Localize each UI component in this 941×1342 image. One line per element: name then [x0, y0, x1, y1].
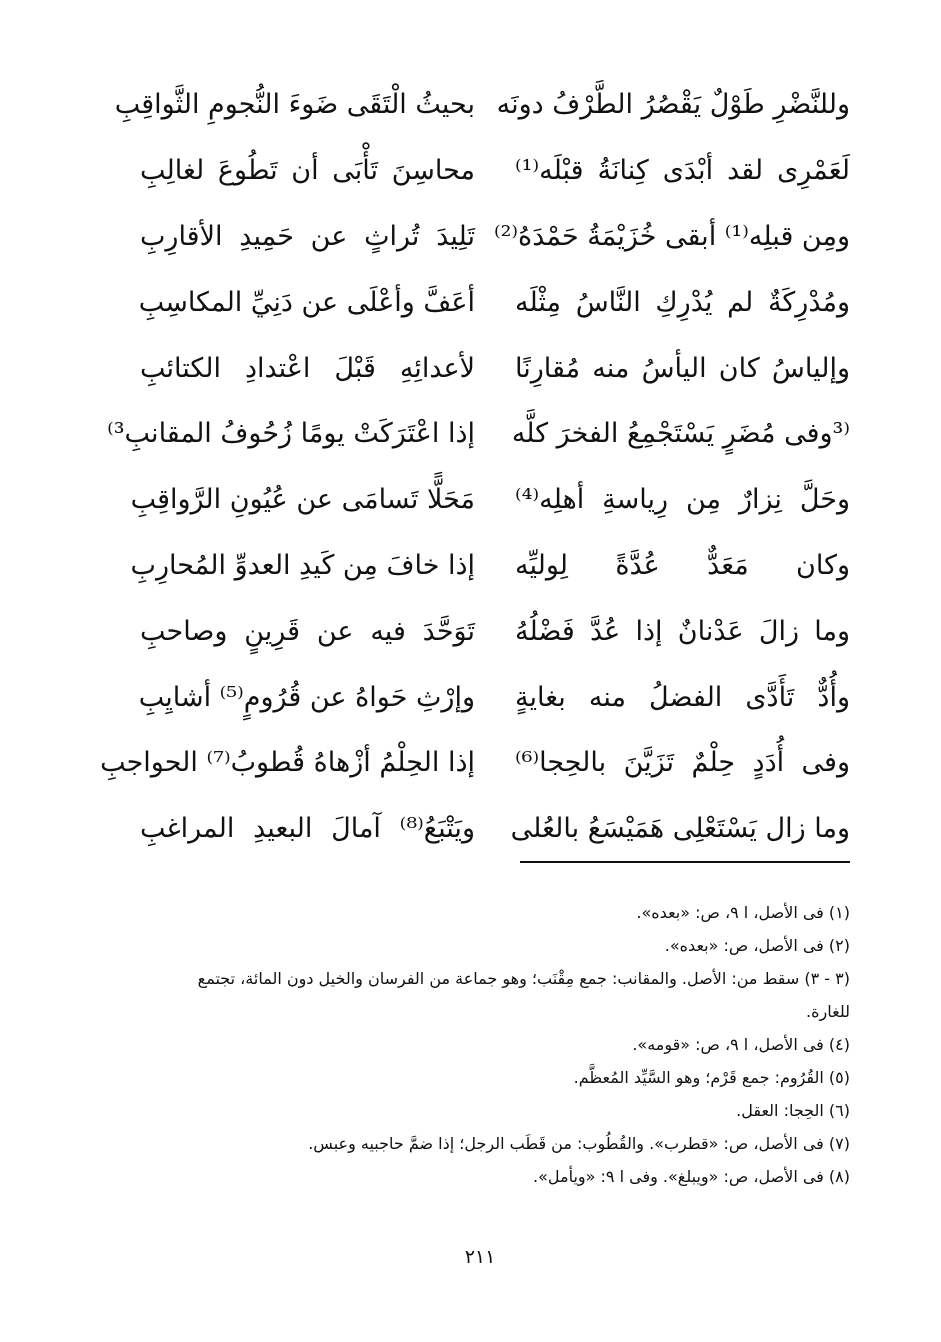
verse-line [130, 533, 850, 599]
verse-second-hemistich: إذا اعْتَرَكَتْ يومًا زُحُوفُ المقانبِ³⁾ [107, 418, 475, 450]
verse-first-hemistich: وإلياسُ كان اليأسُ منه مُقارِنًا [515, 352, 850, 384]
verse-second-hemistich: مَحَلًّا تَسامَى عن عُيُونِ الرَّواقِبِ [130, 484, 475, 516]
footnote: (٦) الحِجا: العقل. [736, 1101, 850, 1120]
footnote: (٢) فى الأصل، ص: «بعده». [664, 936, 850, 955]
verse-second-hemistich: بحيثُ الْتَقَى ضَوءَ النُّجومِ الثَّواقِبِ [114, 89, 475, 121]
verse-first-hemistich: ومُدْرِكَةٌ لم يُدْرِكِ النَّاسُ مِثْلَه [515, 286, 850, 318]
verse-second-hemistich: وإرْثِ حَواهُ عن قُرُومٍ⁽⁵⁾ أشايِبِ [138, 681, 475, 713]
verse-line [130, 467, 850, 533]
footnote-divider [520, 861, 850, 863]
verse-first-hemistich: وفى أُدَدٍ حِلْمٌ تَزَيَّنَ بالحِجا⁽⁶⁾ [515, 747, 850, 779]
page-number: ٢١١ [464, 1246, 496, 1268]
verse-first-hemistich: وحَلَّ نِزارٌ مِن رِياسةِ أهلِه⁽⁴⁾ [515, 484, 850, 516]
verse-second-hemistich: تَلِيدَ تُراثٍ عن حَمِيدِ الأقارِبِ [140, 220, 475, 252]
verse-line [140, 269, 850, 335]
verse-line [140, 796, 850, 862]
verse-line [100, 730, 850, 796]
verse-line [140, 138, 850, 204]
verse-first-hemistich: لَعَمْرِى لقد أبْدَى كِنانَةُ قبْلَه⁽¹⁾ [515, 155, 850, 187]
verse-first-hemistich: وما زالَ عَدْنانٌ إذا عُدَّ فَضْلُهُ [515, 615, 850, 647]
footnote: (٨) فى الأصل، ص: «ويبلغ». وفى ا ٩: «ويأمل». [533, 1167, 850, 1186]
verse-first-hemistich: وأُدٌّ تَأَدَّى الفضلُ منه بغايةٍ [515, 681, 850, 713]
footnote: (٤) فى الأصل، ا ٩، ص: «قومه». [632, 1035, 850, 1054]
verse-first-hemistich: وما زال يَسْتَعْلِى هَمَيْسَعُ بالعُلى [510, 813, 850, 845]
verse-first-hemistich: ومِن قبلِه⁽¹⁾ أبقى خُزَيْمَةُ حَمْدَهُ⁽²⁾ [493, 220, 850, 252]
verse-first-hemistich: وللنَّضْرِ طَوْلٌ يَقْصُرُ الطَّرْفُ دونَه [496, 89, 850, 121]
verse-line [107, 401, 850, 467]
footnotes [160, 896, 850, 1193]
verse-line [140, 664, 850, 730]
verse-first-hemistich: وكان مَعَدٌّ عُدَّةً لِوليِّه [515, 549, 850, 581]
verse-second-hemistich: تَوَحَّدَ فيه عن قَرِينٍ وصاحبِ [140, 615, 475, 647]
verse-line [114, 72, 850, 138]
verse-first-hemistich: ⁽³وفى مُضَرٍ يَسْتَجْمِعُ الفخرَ كلَّه [511, 418, 850, 450]
verse-second-hemistich: إذا الحِلْمُ أزْهاهُ قُطوبُ⁽⁷⁾ الحواجبِ [100, 747, 475, 779]
verse-line [140, 204, 850, 270]
footnote: (٥) القُرُوم: جمع قَرْم؛ وهو السَّيِّد المُعظَّم. [573, 1068, 850, 1087]
footnote: (٣ - ٣) سقط من: الأصل. والمقانب: جمع مِقْنَب؛ وهو جماعة من الفرسان والخيل دون المائة، تجتمع للغارة. [197, 969, 850, 1021]
verse-second-hemistich: لأعدائِهِ قَبْلَ اعْتدادِ الكتائبِ [140, 352, 475, 384]
verse-second-hemistich: محاسِنَ تَأْبَى أن تَطُوعَ لغالِبِ [140, 155, 475, 187]
verse-second-hemistich: إذا خافَ مِن كَيدِ العدوِّ المُحارِبِ [130, 549, 475, 581]
verse-line [140, 598, 850, 664]
footnote: (٧) فى الأصل، ص: «قطرب». والقُطُوب: من قَطَب الرجل؛ إذا ضمَّ حاجبيه وعبس. [308, 1134, 850, 1153]
verse-line [140, 335, 850, 401]
verse-second-hemistich: أعَفَّ وأعْلَى عن دَنِيِّ المكاسِبِ [138, 286, 475, 318]
footnote: (١) فى الأصل، ا ٩، ص: «بعده». [636, 903, 850, 922]
verse-second-hemistich: ويَتْبَعُ⁽⁸⁾ آمالَ البعيدِ المراغبِ [140, 813, 475, 845]
poem-body [100, 72, 850, 862]
